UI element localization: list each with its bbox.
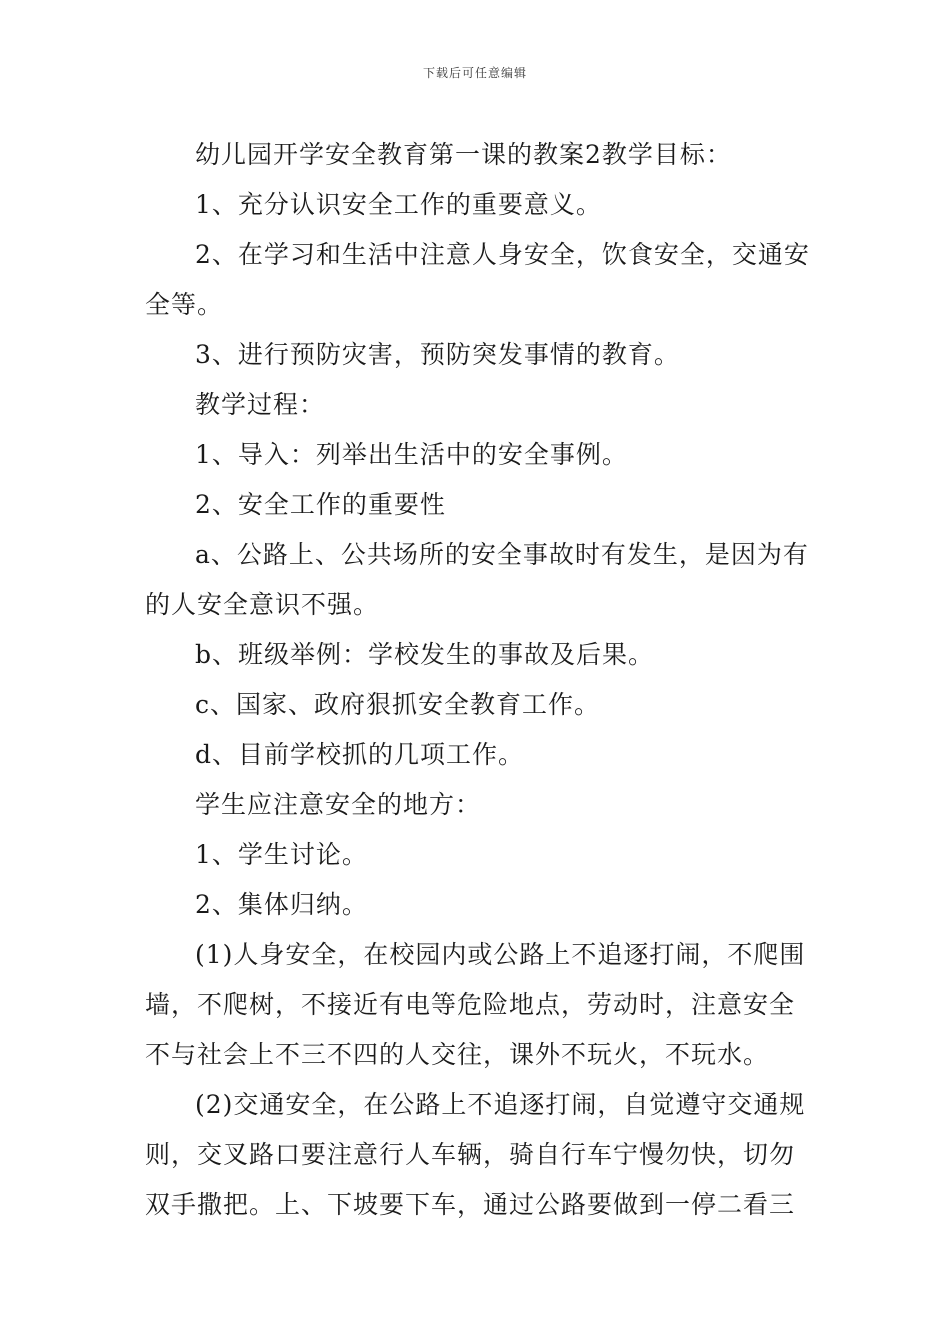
paragraph-goal-2: 2、在学习和生活中注意人身安全，饮食安全，交通安全等。	[145, 240, 810, 319]
paragraph-discussion: 1、学生讨论。	[195, 840, 368, 869]
paragraph-traffic-safety: (2)交通安全，在公路上不追逐打闹，自觉遵守交通规则，交叉路口要注意行人车辆，骑自行车宁慢勿快，切勿双手撒把。上、下坡要下车，通过公路要做到一停二看三	[145, 1090, 806, 1219]
paragraph-item-c: c、国家、政府狠抓安全教育工作。	[195, 690, 601, 719]
paragraph-item-d: d、目前学校抓的几项工作。	[195, 740, 525, 769]
paragraph-safety-places-heading: 学生应注意安全的地方：	[195, 790, 482, 819]
paragraph-process-1: 1、导入：列举出生活中的安全事例。	[195, 440, 628, 469]
paragraph-process-heading: 教学过程：	[195, 390, 326, 419]
document-body	[145, 130, 810, 1230]
paragraph-title: 幼儿园开学安全教育第一课的教案2教学目标：	[195, 140, 732, 169]
paragraph-item-b: b、班级举例：学校发生的事故及后果。	[195, 640, 655, 669]
header-note: 下载后可任意编辑	[422, 66, 527, 80]
paragraph-item-a: a、公路上、公共场所的安全事故时有发生，是因为有的人安全意识不强。	[145, 540, 809, 619]
paragraph-personal-safety: (1)人身安全，在校园内或公路上不追逐打闹，不爬围墙，不爬树，不接近有电等危险地点，劳动时，注意安全不与社会上不三不四的人交往，课外不玩火，不玩水。	[145, 940, 806, 1069]
paragraph-goal-3: 3、进行预防灾害，预防突发事情的教育。	[195, 340, 680, 369]
paragraph-summary: 2、集体归纳。	[195, 890, 368, 919]
paragraph-goal-1: 1、充分认识安全工作的重要意义。	[195, 190, 602, 219]
paragraph-process-2: 2、安全工作的重要性	[195, 490, 446, 519]
